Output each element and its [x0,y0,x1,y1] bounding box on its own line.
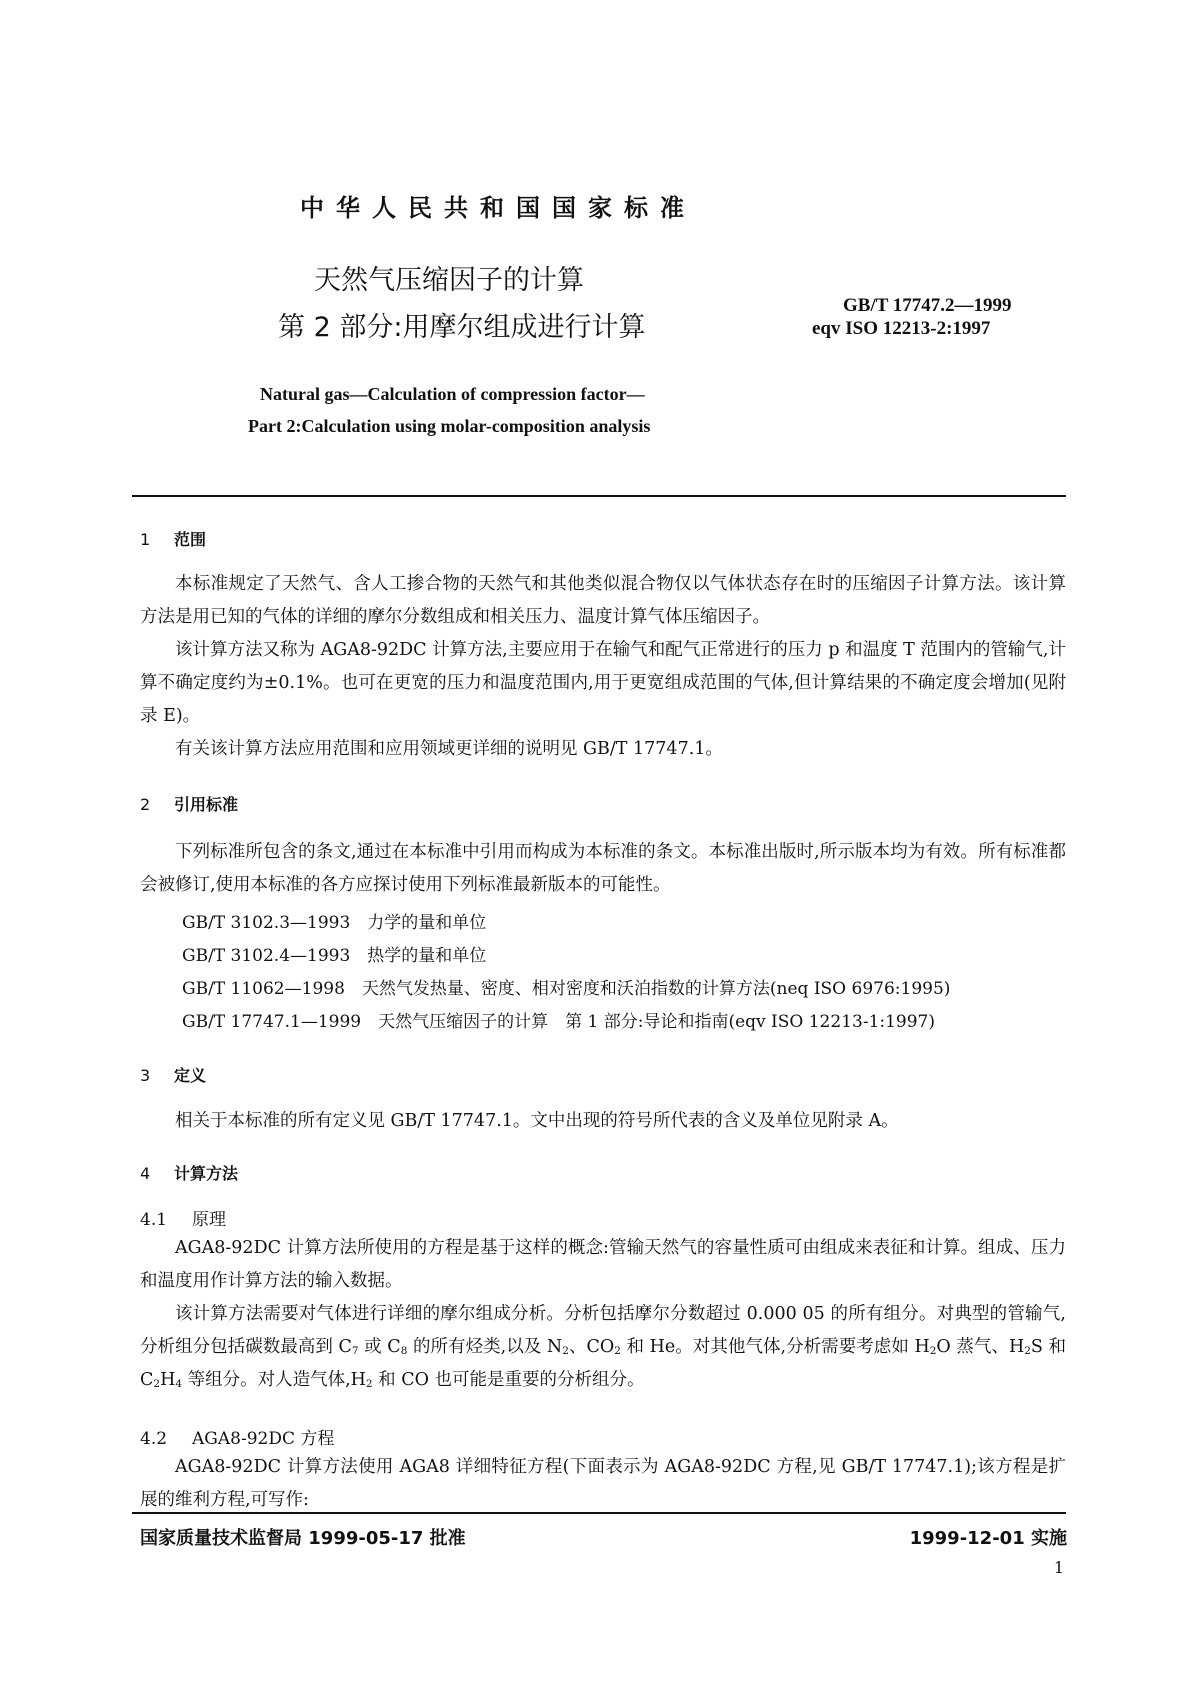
section-1-paragraph-1: 本标准规定了天然气、含人工掺合物的天然气和其他类似混合物仅以气体状态存在时的压缩因子计算方法。该计算方法是用已知的气体的详细的摩尔分数组成和相关压力、温度计算气体压缩因子。 [140,574,1066,627]
section-2-body [140,836,1066,902]
section-2-title: 引用标准 [174,795,239,814]
title-zh-line1: 天然气压缩因子的计算 [314,265,584,296]
section-1-heading [140,527,206,550]
section-1-paragraph-2: 该计算方法又称为 AGA8-92DC 计算方法,主要应用于在输气和配气正常进行的压力 p 和温度 T 范围内的管输气,计算不确定度约为±0.1%。也可在更宽的压力和温度范围内,用于更宽组成范围的气体,但计算结果的不确定度会增加(见附录 E)。 [140,640,1066,726]
section-4-1-number: 4.1 [140,1210,168,1230]
section-1-body [140,568,1066,766]
header-rule [132,495,1066,497]
section-2-number: 2 [140,795,151,814]
section-3-paragraph-1: 相关于本标准的所有定义见 GB/T 17747.1。文中出现的符号所代表的含义及单位见附录 A。 [175,1111,899,1131]
national-standard-heading: 中华人民共和国国家标准 [300,194,696,222]
section-4-1-heading [140,1205,226,1230]
section-4-number: 4 [140,1164,151,1183]
page-number: 1 [1053,1558,1064,1577]
section-4-1-title: 原理 [192,1210,226,1230]
section-3-heading [140,1063,206,1086]
section-2-paragraph-1: 下列标准所包含的条文,通过在本标准中引用而构成为本标准的条文。本标准出版时,所示版本均为有效。所有标准都会被修订,使用本标准的各方应探讨使用下列标准最新版本的可能性。 [140,842,1066,895]
section-3-body [140,1105,1066,1138]
section-4-title: 计算方法 [174,1164,239,1183]
effective-date: 1999-12-01 实施 [909,1528,1067,1549]
section-4-1-paragraph-1: AGA8-92DC 计算方法所使用的方程是基于这样的概念:管输天然气的容量性质可由组成来表征和计算。组成、压力和温度用作计算方法的输入数据。 [140,1238,1066,1291]
title-en-line1: Natural gas—Calculation of compression factor— [260,384,645,404]
section-4-2-heading [140,1424,334,1449]
standard-eqv-code [812,318,990,340]
standard-code-main: GB/T 17747.2—1999 [843,295,1012,316]
reference-item: GB/T 3102.3—1993 力学的量和单位 [182,913,487,933]
standard-code-eqv: eqv ISO 12213-2:1997 [812,318,991,339]
footer-rule [132,1512,1066,1514]
title-zh-line2: 第 2 部分:用摩尔组成进行计算 [278,312,646,343]
reference-item: GB/T 3102.4—1993 热学的量和单位 [182,946,487,966]
standard-code [843,295,1012,317]
section-4-heading [140,1161,238,1184]
section-1-title: 范围 [174,530,207,549]
section-4-2-number: 4.2 [140,1429,168,1449]
section-4-2-paragraph-1: AGA8-92DC 计算方法使用 AGA8 详细特征方程(下面表示为 AGA8-92DC 方程,见 GB/T 17747.1);该方程是扩展的维利方程,可写作: [140,1457,1066,1510]
approval-date: 国家质量技术监督局 1999-05-17 批准 [140,1528,466,1549]
section-4-1-body [140,1232,1066,1397]
section-1-number: 1 [140,530,151,549]
section-4-1-paragraph-2: 该计算方法需要对气体进行详细的摩尔组成分析。分析包括摩尔分数超过 0.000 05 的所有组分。对典型的管输气,分析组分包括碳数最高到 $C_7$ 或 $C_8$ 的所有烃类,以及 $N_2$、$CO_2$ 和 He。对其他气体,分析需要考虑如 $H_2O$ 蒸气、$H_2S$ 和 $C_2H_4$ 等组分。对人造气体$,H_2$ 和 CO 也可能是重要的分析组分。 [140,1304,1066,1391]
reference-item: GB/T 11062—1998 天然气发热量、密度、相对密度和沃泊指数的计算方法(neq ISO 6976:1995) [182,979,951,999]
section-1-paragraph-3: 有关该计算方法应用范围和应用领域更详细的说明见 GB/T 17747.1。 [175,739,723,759]
section-4-2-body [140,1451,1066,1517]
section-4-2-title: AGA8-92DC 方程 [192,1429,335,1449]
section-3-number: 3 [140,1066,151,1085]
section-2-heading [140,792,238,815]
reference-item: GB/T 17747.1—1999 天然气压缩因子的计算 第 1 部分:导论和指南(eqv ISO 12213-1:1997) [182,1012,936,1032]
title-en-line2: Part 2:Calculation using molar-composition analysis [248,416,651,436]
section-3-title: 定义 [174,1066,207,1085]
